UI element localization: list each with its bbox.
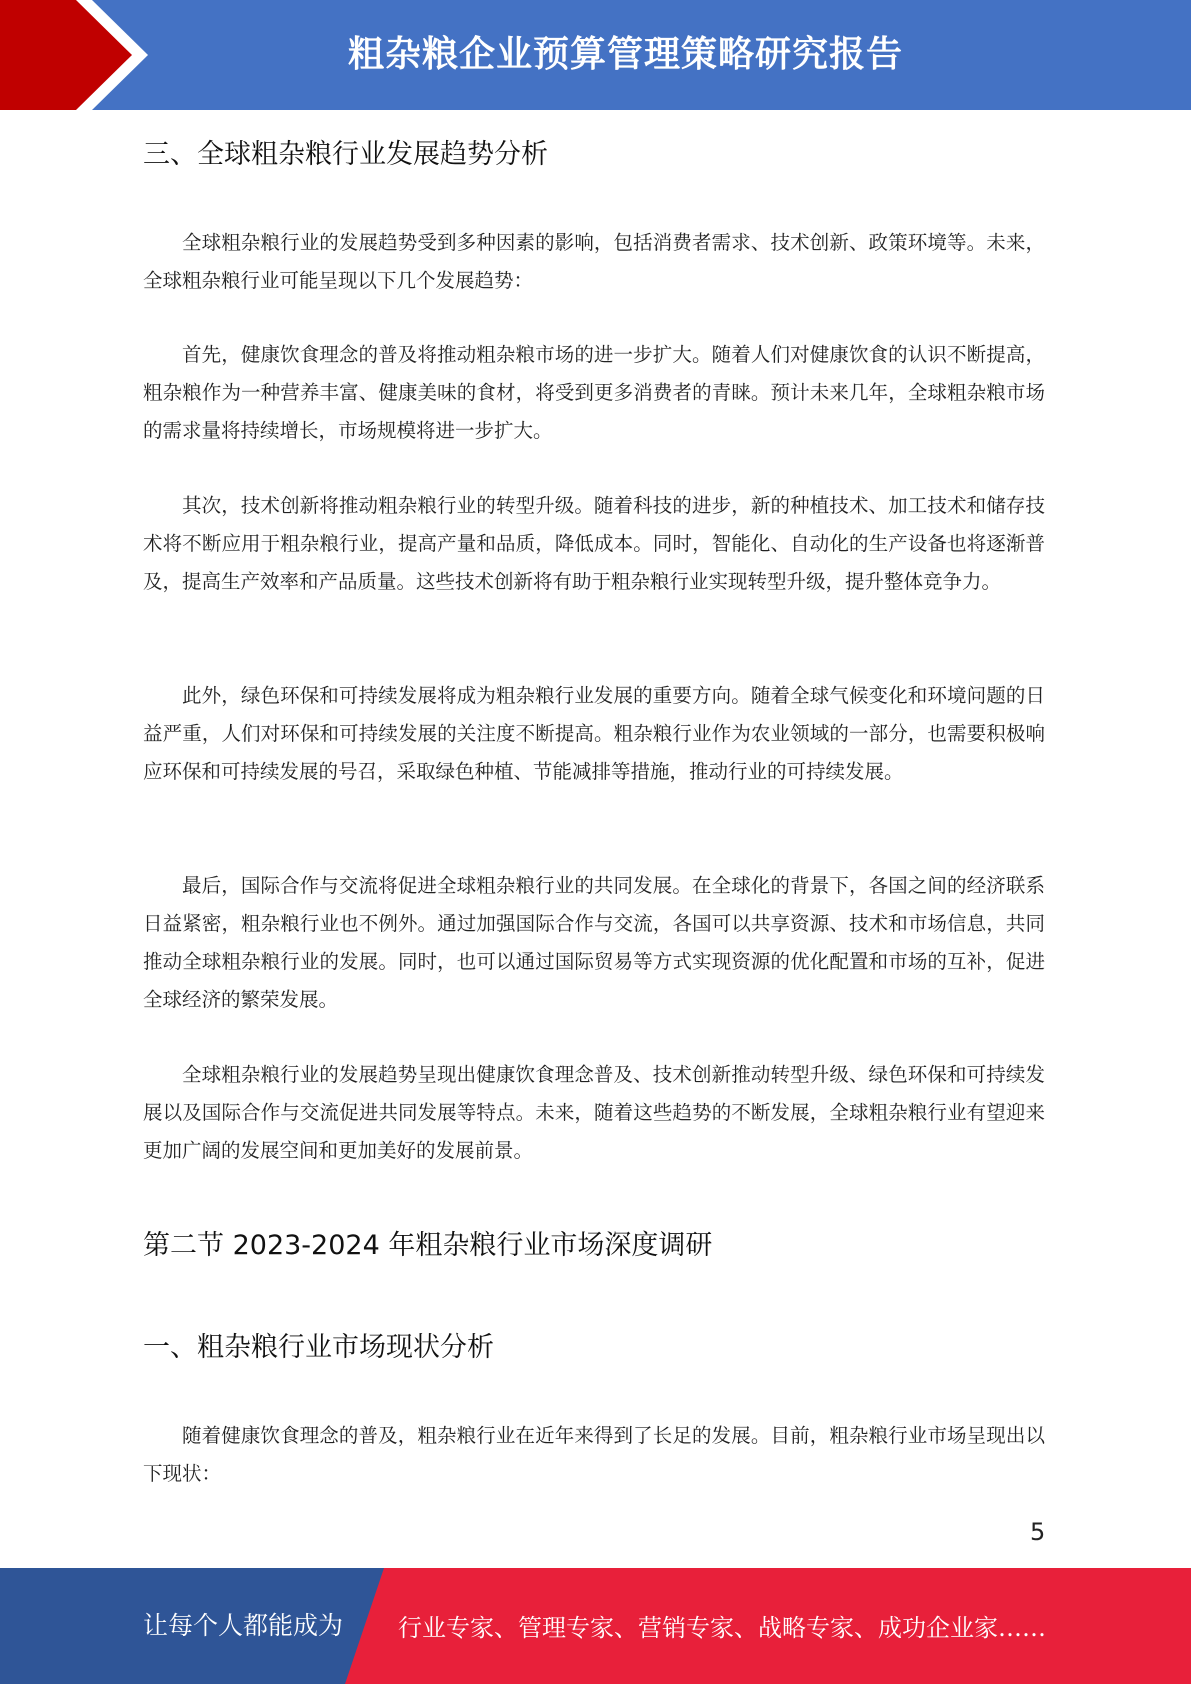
paragraph-fourth: 最后，国际合作与交流将促进全球粗杂粮行业的共同发展。在全球化的背景下，各国之间的经济联系日益紧密，粗杂粮行业也不例外。通过加强国际合作与交流，各国可以共享资源、技术和市场信息，共同推动全球粗杂粮行业的发展。同时，也可以通过国际贸易等方式实现资源的优化配置和市场的互补，促进全球经济的繁荣发展。 xyxy=(143,874,1045,1011)
page-number: 5 xyxy=(1030,1518,1046,1546)
page-header xyxy=(0,0,1191,110)
section-heading-global-trends: 三、全球粗杂粮行业发展趋势分析 xyxy=(143,139,548,170)
paragraph-second: 其次，技术创新将推动粗杂粮行业的转型升级。随着科技的进步，新的种植技术、加工技术和储存技术将不断应用于粗杂粮行业，提高产量和品质，降低成本。同时，智能化、自动化的生产设备也将逐渐普及，提高生产效率和产品质量。这些技术创新将有助于粗杂粮行业实现转型升级，提升整体竞争力。 xyxy=(143,494,1045,593)
report-title: 粗杂粮企业预算管理策略研究报告 xyxy=(347,34,903,75)
paragraph-market-status: 随着健康饮食理念的普及，粗杂粮行业在近年来得到了长足的发展。目前，粗杂粮行业市场呈现出以下现状： xyxy=(143,1424,1045,1485)
section-heading-market-status: 一、粗杂粮行业市场现状分析 xyxy=(143,1332,494,1363)
footer-slogan-right: 行业专家、管理专家、营销专家、战略专家、成功企业家…… xyxy=(398,1614,1046,1642)
page-footer xyxy=(0,1568,1191,1684)
section-heading-market-research: 第二节 2023-2024 年粗杂粮行业市场深度调研 xyxy=(143,1230,713,1261)
paragraph-intro: 全球粗杂粮行业的发展趋势受到多种因素的影响，包括消费者需求、技术创新、政策环境等。未来，全球粗杂粮行业可能呈现以下几个发展趋势： xyxy=(143,231,1045,292)
paragraph-summary: 全球粗杂粮行业的发展趋势呈现出健康饮食理念普及、技术创新推动转型升级、绿色环保和可持续发展以及国际合作与交流促进共同发展等特点。未来，随着这些趋势的不断发展，全球粗杂粮行业有望迎来更加广阔的发展空间和更加美好的发展前景。 xyxy=(143,1063,1045,1162)
footer-slogan-left: 让每个人都能成为 xyxy=(143,1611,344,1640)
paragraph-first: 首先，健康饮食理念的普及将推动粗杂粮市场的进一步扩大。随着人们对健康饮食的认识不断提高，粗杂粮作为一种营养丰富、健康美味的食材，将受到更多消费者的青睐。预计未来几年，全球粗杂粮市场的需求量将持续增长，市场规模将进一步扩大。 xyxy=(143,343,1045,442)
paragraph-third: 此外，绿色环保和可持续发展将成为粗杂粮行业发展的重要方向。随着全球气候变化和环境问题的日益严重，人们对环保和可持续发展的关注度不断提高。粗杂粮行业作为农业领域的一部分，也需要积极响应环保和可持续发展的号召，采取绿色种植、节能减排等措施，推动行业的可持续发展。 xyxy=(143,684,1045,783)
